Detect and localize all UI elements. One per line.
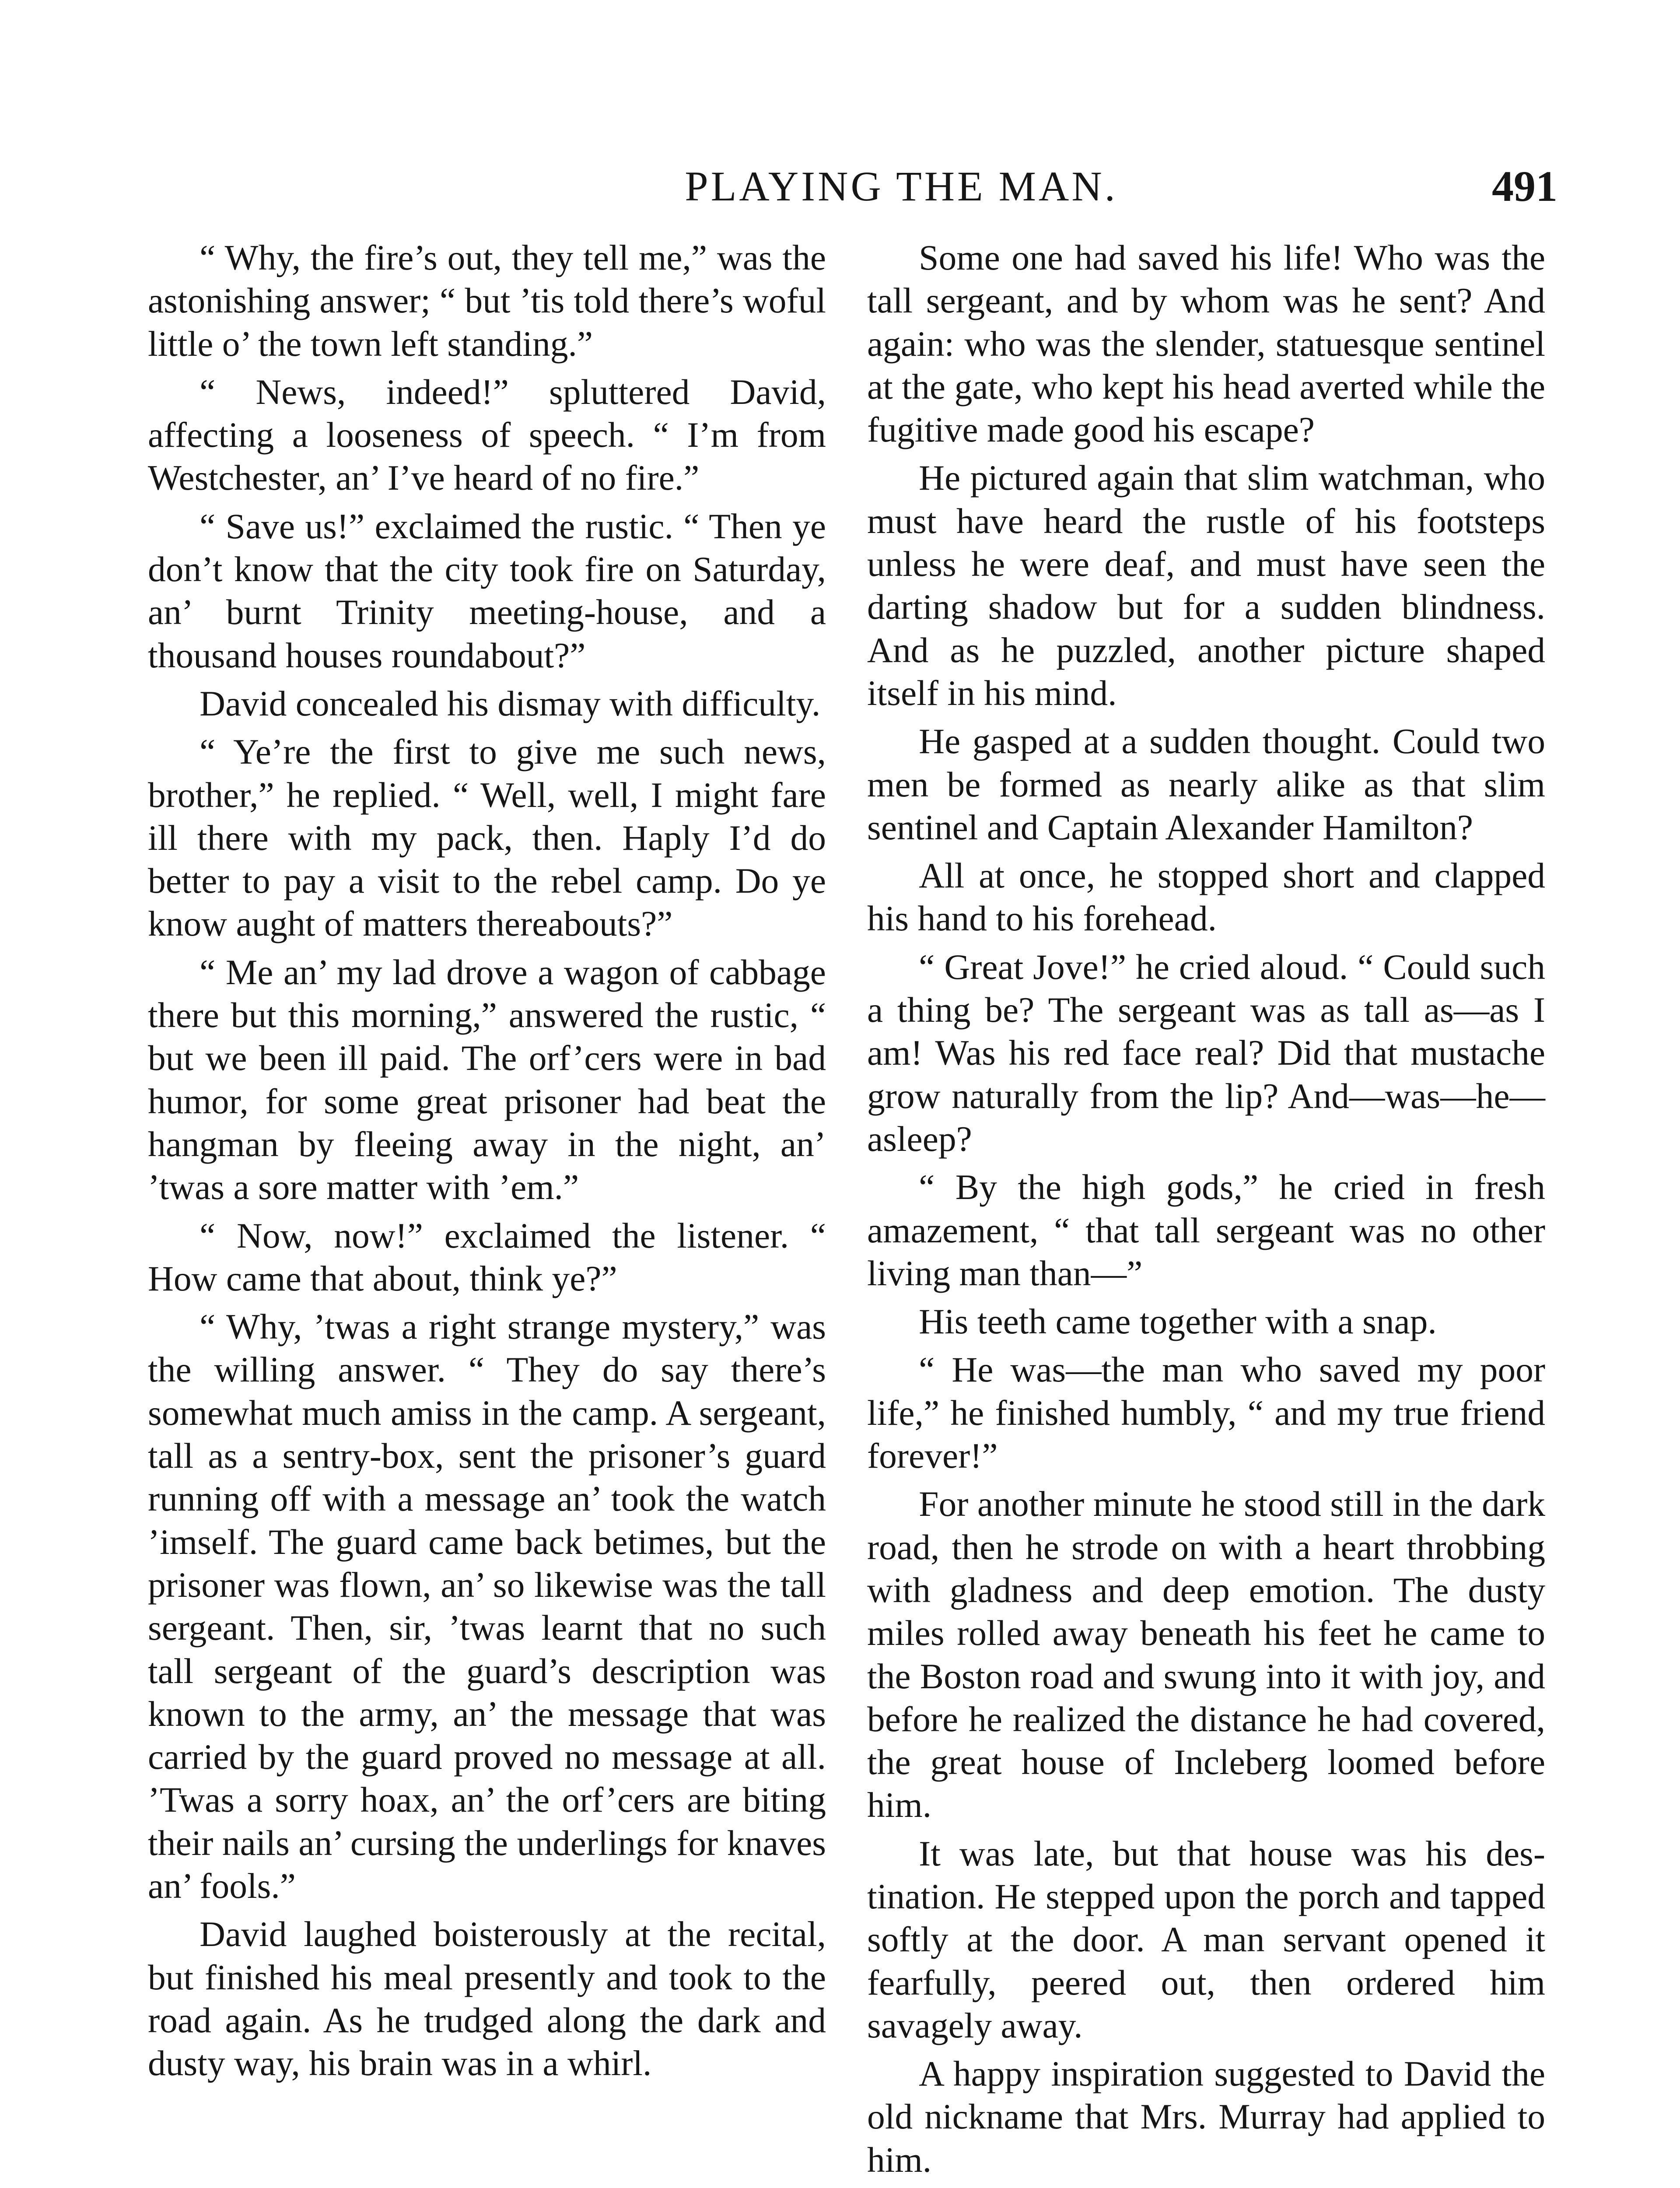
paragraph: It was late, but that house was his destination. He stepped upon the porch and tapped softly at the door. A man servant opened it fearfully, peered out, then ordered him savagely away. xyxy=(867,1833,1545,2045)
left-column xyxy=(148,236,826,2090)
page-header xyxy=(464,151,1558,221)
paragraph: He pictured again that slim watchman, who must have heard the rustle of his footsteps unless he were deaf, and must have seen the darting shadow but for a sudden blindness. And as he puzzled, another picture shaped itself in his mind. xyxy=(867,458,1545,713)
right-column xyxy=(867,236,1545,2188)
paragraph: All at once, he stopped short and clapped his hand to his forehead. xyxy=(867,856,1545,939)
paragraph: “ Me an’ my lad drove a wagon of cabbage there but this morning,” answered the rustic, “ but we been ill paid. The orf’cers were in bad humor, for some great prisoner had beat the hangman by fleeing away in the night, an’ ’twas a sore matter with ’em.” xyxy=(148,952,826,1207)
paragraph: “ Great Jove!” he cried aloud. “ Could such a thing be? The sergeant was as tall as—as I am! Was his red face real? Did that mustache grow naturally from the lip? And—was—he—asleep? xyxy=(867,947,1545,1159)
paragraph: “ Why, ’twas a right strange mystery,” was the willing answer. “ They do say there’s somewhat much amiss in the camp. A sergeant, tall as a sentry-box, sent the prisoner’s guard running off with a message an’ took the watch ’imself. The guard came back betimes, but the prisoner was flown, an’ so likewise was the tall sergeant. Then, sir, ’twas learnt that no such tall sergeant of the guard’s description was known to the army, an’ the message that was carried by the guard proved no message at all. ’Twas a sorry hoax, an’ the orf’cers are biting their nails an’ cursing the underlings for knaves an’ fools.” xyxy=(148,1307,826,1906)
paragraph: “ He was—the man who saved my poor life,” he finished humbly, “ and my true friend forever!” xyxy=(867,1350,1545,1476)
paragraph: He gasped at a sudden thought. Could two men be formed as nearly alike as that slim sentinel and Captain Alexander Hamilton? xyxy=(867,721,1545,847)
paragraph: “ By the high gods,” he cried in fresh amazement, “ that tall sergeant was no other living man than—” xyxy=(867,1167,1545,1293)
paragraph: David laughed boisterously at the recital, but finished his meal presently and took to the road again. As he trudged along the dark and dusty way, his brain was in a whirl. xyxy=(148,1914,826,2083)
paragraph: “ Now, now!” exclaimed the listener. “ How came that about, think ye?” xyxy=(148,1215,826,1298)
page-number: 491 xyxy=(1492,162,1558,210)
running-title: PLAYING THE MAN. xyxy=(685,163,1118,210)
paragraph: “ Why, the fire’s out, they tell me,” was the astonishing answer; “ but ’tis told there’s woful little o’ the town left standing.” xyxy=(148,238,826,364)
paragraph: “ Ye’re the first to give me such news, brother,” he replied. “ Well, well, I might fare ill there with my pack, then. Haply I’d do better to pay a visit to the rebel camp. Do ye know aught of matters thereabouts?” xyxy=(148,732,826,944)
paragraph: David concealed his dismay with difficulty. xyxy=(200,683,821,723)
paragraph: Some one had saved his life! Who was the tall sergeant, and by whom was he sent? And again: who was the slender, statuesque sentinel at the gate, who kept his head averted while the fugitive made good his escape? xyxy=(867,238,1545,450)
paragraph: “ News, indeed!” spluttered David, affecting a looseness of speech. “ I’m from Westchester, an’ I’ve heard of no fire.” xyxy=(148,372,826,498)
paragraph: A happy inspiration suggested to David the old nickname that Mrs. Murray had applied to him. xyxy=(867,2054,1545,2180)
paragraph: “ Save us!” exclaimed the rustic. “ Then ye don’t know that the city took fire on Saturday, an’ burnt Trinity meeting-house, and a thousand houses roundabout?” xyxy=(148,506,826,675)
paragraph: His teeth came together with a snap. xyxy=(919,1301,1437,1342)
paragraph: For another minute he stood still in the dark road, then he strode on with a heart throbbing with gladness and deep emotion. The dusty miles rolled away beneath his feet he came to the Boston road and swung into it with joy, and before he realized the distance he had covered, the great house of Incleberg loomed before him. xyxy=(867,1484,1545,1825)
